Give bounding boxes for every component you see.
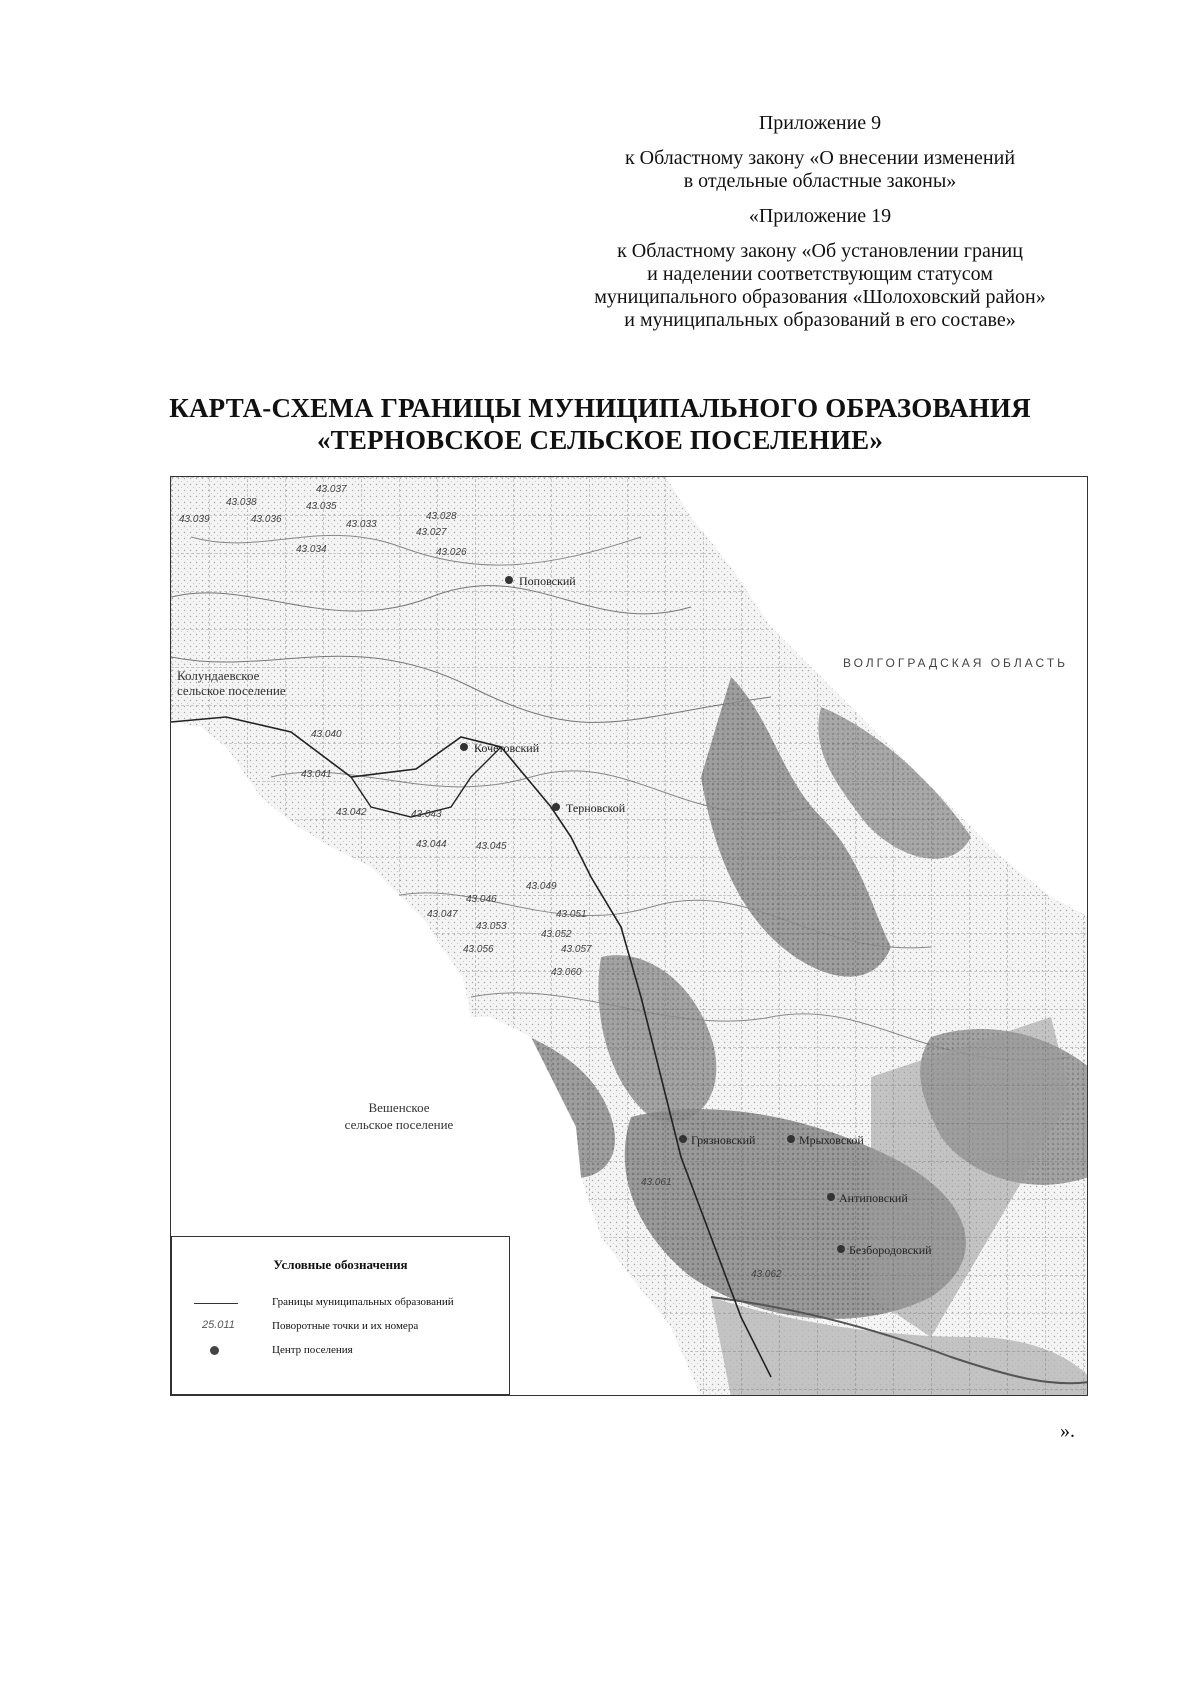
turning-point-label: 43.049 bbox=[526, 881, 557, 892]
neighbor-label-veshenskoe bbox=[345, 1100, 454, 1132]
legend-points-label: Поворотные точки и их номера bbox=[272, 1320, 419, 1332]
turning-point-label: 43.052 bbox=[541, 929, 572, 940]
turning-point-label: 43.040 bbox=[311, 729, 342, 740]
turning-point-label: 43.047 bbox=[427, 909, 458, 920]
turning-point-label: 43.042 bbox=[336, 807, 367, 818]
legend-boundary-label: Границы муниципальных образований bbox=[272, 1296, 454, 1308]
turning-point-label: 43.051 bbox=[556, 909, 587, 920]
turning-point-label: 43.037 bbox=[316, 484, 347, 495]
settlement-label-mrykhovskoy: Мрыховской bbox=[799, 1133, 864, 1147]
turning-point-label: 43.034 bbox=[296, 544, 327, 555]
turning-point-label: 43.027 bbox=[416, 527, 447, 538]
turning-point-label: 43.060 bbox=[551, 967, 582, 978]
turning-point-label: 43.062 bbox=[751, 1269, 782, 1280]
settlement-label-popovsky: Поповский bbox=[519, 574, 576, 588]
settlement-center-dot bbox=[460, 743, 468, 751]
settlement-label-bezborodovsky: Безбородовский bbox=[849, 1243, 932, 1257]
original-appendix-number: «Приложение 19 bbox=[748, 205, 892, 227]
settlement-center-icon bbox=[210, 1346, 219, 1355]
law-reference-4: и наделении соответствующим статусом bbox=[647, 263, 993, 285]
turning-point-label: 43.045 bbox=[476, 841, 507, 852]
settlement-center-dot bbox=[505, 576, 513, 584]
turning-point-label: 43.036 bbox=[251, 514, 282, 525]
closing-quote: ». bbox=[1060, 1420, 1075, 1442]
turning-point-label: 43.043 bbox=[411, 809, 442, 820]
law-reference-2: в отдельные областные законы» bbox=[683, 170, 957, 192]
turning-point-label: 43.026 bbox=[436, 547, 467, 558]
settlement-label-ternovskoy: Терновской bbox=[566, 801, 626, 815]
region-label: ВОЛГОГРАДСКАЯ ОБЛАСТЬ bbox=[843, 656, 1069, 670]
turning-point-label: 43.057 bbox=[561, 944, 592, 955]
map-title bbox=[80, 392, 1120, 456]
settlement-label-gryaznovsky: Грязновский bbox=[691, 1133, 756, 1147]
settlement-center-dot bbox=[827, 1193, 835, 1201]
settlement-center-dot bbox=[787, 1135, 795, 1143]
boundary-line-icon bbox=[194, 1303, 238, 1304]
turning-point-sample: 25.011 bbox=[202, 1319, 235, 1331]
law-reference-3: к Областному закону «Об установлении границ bbox=[617, 240, 1023, 262]
turning-point-label: 43.053 bbox=[476, 921, 507, 932]
map-title-line-2: «ТЕРНОВСКОЕ СЕЛЬСКОЕ ПОСЕЛЕНИЕ» bbox=[316, 425, 884, 455]
settlement-label-antipovsky: Антиповский bbox=[839, 1191, 908, 1205]
legend-title: Условные обозначения bbox=[273, 1257, 408, 1272]
turning-point-label: 43.038 bbox=[226, 497, 257, 508]
settlement-center-dot bbox=[552, 803, 560, 811]
appendix-number: Приложение 9 bbox=[758, 112, 882, 134]
law-reference-1: к Областному закону «О внесении изменений bbox=[624, 147, 1016, 169]
legend-row-boundary bbox=[172, 1293, 509, 1313]
settlement-center-dot bbox=[679, 1135, 687, 1143]
appendix-header bbox=[540, 112, 1100, 332]
turning-point-label: 43.033 bbox=[346, 519, 377, 530]
turning-point-label: 43.035 bbox=[306, 501, 337, 512]
map-title-line-1: КАРТА-СХЕМА ГРАНИЦЫ МУНИЦИПАЛЬНОГО ОБРАЗОВАНИЯ bbox=[169, 393, 1031, 423]
turning-point-label: 43.056 bbox=[463, 944, 494, 955]
neighbor-label-veshenskoe-line-2: сельское поселение bbox=[344, 1117, 454, 1132]
settlement-label-kochetovsky: Кочетовский bbox=[474, 741, 540, 755]
settlement-center-dot bbox=[837, 1245, 845, 1253]
neighbor-label-kolundaevskoe-line-1: Колундаевское bbox=[177, 668, 260, 683]
turning-point-label: 43.044 bbox=[416, 839, 447, 850]
legend-row-points bbox=[172, 1317, 509, 1337]
legend-row-center bbox=[172, 1341, 509, 1361]
neighbor-label-veshenskoe-line-1: Вешенское bbox=[368, 1100, 430, 1115]
turning-point-label: 43.028 bbox=[426, 511, 457, 522]
legend-center-label: Центр поселения bbox=[272, 1344, 353, 1356]
turning-point-label: 43.039 bbox=[179, 514, 210, 525]
turning-point-label: 43.046 bbox=[466, 894, 497, 905]
map-legend bbox=[171, 1236, 510, 1395]
law-reference-6: и муниципальных образований в его составе» bbox=[624, 309, 1016, 331]
turning-point-label: 43.061 bbox=[641, 1177, 672, 1188]
neighbor-label-kolundaevskoe-line-2: сельское поселение bbox=[177, 683, 286, 698]
law-reference-5: муниципального образования «Шолоховский район» bbox=[594, 286, 1046, 308]
turning-point-label: 43.041 bbox=[301, 769, 332, 780]
